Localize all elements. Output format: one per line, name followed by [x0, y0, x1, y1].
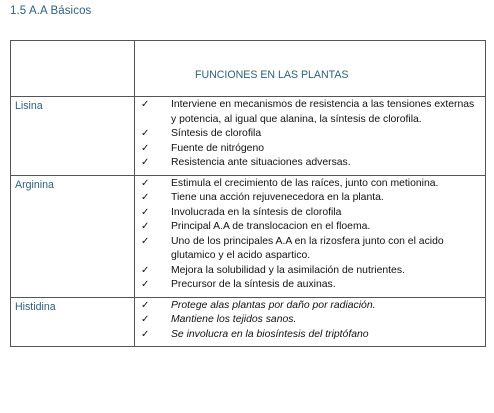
list-item: [139, 299, 481, 314]
header-cell: [135, 41, 486, 97]
list-item-text: Fuente de nitrógeno: [171, 142, 265, 154]
list-item: [139, 278, 481, 293]
list-item-text: Mejora la solubilidad y la asimilación de nutrientes.: [171, 264, 405, 276]
list-item: [139, 142, 481, 157]
check-icon: ✓: [141, 128, 150, 139]
list-item-text: Uno de los principales A.A en la rizosfera junto con el acido glutamico y el acido aspartico.: [171, 235, 444, 261]
functions-list: [139, 98, 481, 171]
check-icon: ✓: [141, 279, 150, 290]
amino-acid-name: Arginina: [11, 175, 135, 297]
table-row: [11, 97, 486, 176]
list-item-text: Estimula el crecimiento de las raíces, junto con metionina.: [171, 177, 439, 189]
functions-list: [139, 177, 481, 293]
functions-cell: [135, 175, 486, 297]
header-empty-cell: [11, 41, 135, 97]
check-icon: ✓: [141, 157, 150, 168]
list-item: [139, 127, 481, 142]
table-row: [11, 175, 486, 297]
check-icon: ✓: [141, 299, 150, 311]
list-item: [139, 191, 481, 206]
list-item-text: Interviene en mecanismos de resistencia a las tensiones externas y potencia, al igual que alanina, la síntesis de clorofila.: [171, 99, 475, 125]
check-icon: ✓: [141, 99, 150, 110]
list-item-text: Síntesis de clorofila: [171, 128, 262, 139]
functions-cell: [135, 97, 486, 176]
list-item-text: Involucrada en la síntesis de clorofila: [171, 206, 342, 218]
table-header-title: FUNCIONES EN LAS PLANTAS: [195, 69, 349, 81]
list-item: [139, 328, 481, 343]
functions-cell: [135, 297, 486, 347]
check-icon: ✓: [141, 206, 150, 218]
section-title: 1.5 A.A Básicos: [10, 5, 92, 17]
list-item-text: Precursor de la síntesis de auxinas.: [171, 279, 336, 290]
list-item: [139, 98, 481, 127]
amino-acid-name: Histidina: [11, 297, 135, 347]
check-icon: ✓: [141, 192, 150, 203]
list-item-text: Protege alas plantas por daño por radiación.: [171, 299, 376, 311]
check-icon: ✓: [141, 328, 150, 340]
list-item: [139, 235, 481, 264]
list-item: [139, 220, 481, 235]
check-icon: ✓: [141, 177, 150, 189]
list-item-text: Resistencia ante situaciones adversas.: [171, 157, 351, 168]
list-item: [139, 177, 481, 192]
check-icon: ✓: [141, 142, 150, 154]
list-item: [139, 313, 481, 328]
list-item-text: Se involucra en la biosíntesis del triptófano: [171, 328, 369, 340]
list-item-text: Principal A.A de translocacion en el floema.: [171, 221, 371, 232]
table-header-row: [11, 41, 486, 97]
functions-list: [139, 299, 481, 343]
check-icon: ✓: [141, 235, 150, 247]
check-icon: ✓: [141, 264, 150, 276]
list-item: [139, 264, 481, 279]
check-icon: ✓: [141, 314, 150, 325]
list-item: [139, 156, 481, 171]
table-row: [11, 297, 486, 347]
list-item-text: Mantiene los tejidos sanos.: [171, 314, 297, 325]
list-item-text: Tiene una acción rejuvenecedora en la planta.: [171, 192, 384, 203]
functions-table: [10, 40, 486, 347]
amino-acid-name: Lisina: [11, 97, 135, 176]
check-icon: ✓: [141, 221, 150, 232]
list-item: [139, 206, 481, 221]
